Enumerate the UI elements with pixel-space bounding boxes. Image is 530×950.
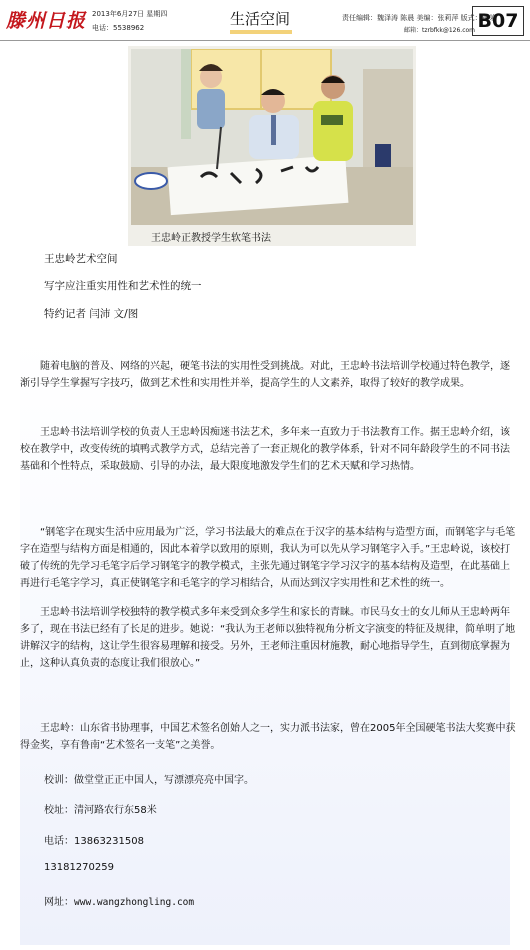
header-email [404, 25, 475, 34]
article-paragraph: 王忠岭书法培训学校独特的教学模式多年来受到众多学生和家长的青睐。市民马女士的女儿师从王忠岭两年多了，现在书法已经有了长足的进步。她说：“我认为王老师以独特视角分析文字演变的特征及规律，简单明了地讲解汉字的结构，这让学生很容易理解和接受。另外，王老师注重因材施教，耐心地指导学生，直到彻底掌握为止，这种认真负责的态度让我们很放心。” [20, 607, 516, 669]
school-address: 校址：清河路农行东58米 [44, 805, 157, 816]
school-phone-primary: 电话：13863231508 [44, 836, 144, 847]
website-link[interactable]: www.wangzhongling.com [74, 897, 195, 908]
article-paragraph: 随着电脑的普及、网络的兴起，硬笔书法的实用性受到挑战。对此，王忠岭书法培训学校通过特色教学，逐渐引导学生掌握写字技巧，做到艺术性和实用性并举，提高学生的人文素养，取得了较好的教学成果。 [20, 361, 510, 389]
article-photo [131, 49, 413, 225]
article-byline: 特约记者 闫沛 文/图 [44, 308, 139, 320]
editor-credits: 责任编辑：魏泽涛 陈晨 美编：张莉萍 版式：黄荣 [342, 14, 496, 22]
article-title: 王忠岭艺术空间 [44, 253, 118, 265]
newspaper-logo: 滕州日报 [6, 10, 87, 32]
header-phone: 电话：5538962 [92, 24, 145, 32]
calligraphy-class-illustration [131, 49, 413, 225]
school-motto: 校训：做堂堂正正中国人，写漂漂亮亮中国字。 [44, 775, 254, 786]
photo-caption: 王忠岭正教授学生软笔书法 [151, 233, 271, 244]
website-label: 网址： [44, 897, 74, 908]
school-website [44, 893, 194, 908]
section-title: 生活空间 [230, 10, 291, 28]
school-phone-secondary: 13181270259 [44, 862, 114, 873]
article-paragraph: 王忠岭书法培训学校的负责人王忠岭因痴迷书法艺术，多年来一直致力于书法教育工作。据王忠岭介绍，该校在教学中，改变传统的填鸭式教学方式，总结完善了一套正规化的教学体系，针对不同年龄段学生的不同书法基础和个性特点，采取鼓励、引导的办法，最大限度地激发学生们的艺术天赋和学习热情。 [20, 427, 510, 472]
issue-date: 2013年6月27日 星期四 [92, 10, 168, 18]
article-paragraph: “钢笔字在现实生活中应用最为广泛，学习书法最大的难点在于汉字的基本结构与造型方面，而钢笔字与毛笔字在造型与结构方面是相通的，因此本着学以致用的原则，我认为可以先从学习钢笔字入手。”王忠岭说，该校打破了传统的先学习毛笔字后学习钢笔字的教学模式，主张先通过钢笔字学习汉字的基本结构及造型，在此基础上再进行毛笔字学习，真正使钢笔字和毛笔字的学习相结合，从而达到汉字实用性和艺术性的统一。 [20, 527, 516, 589]
header-divider [0, 40, 530, 41]
section-underline [230, 30, 292, 34]
email-label: 邮箱： [404, 27, 423, 34]
page-header [0, 0, 530, 42]
author-bio: 王忠岭：山东省书协理事，中国艺术签名创始人之一，实力派书法家，曾在2005年全国硬笔书法大奖赛中获得金奖，享有鲁南“艺术签名一支笔”之美誉。 [20, 723, 516, 751]
article-subtitle: 写字应注重实用性和艺术性的统一 [44, 280, 202, 292]
email-address[interactable]: tzrbfkk@126.com [422, 27, 476, 34]
page-number: B07 [472, 6, 524, 36]
